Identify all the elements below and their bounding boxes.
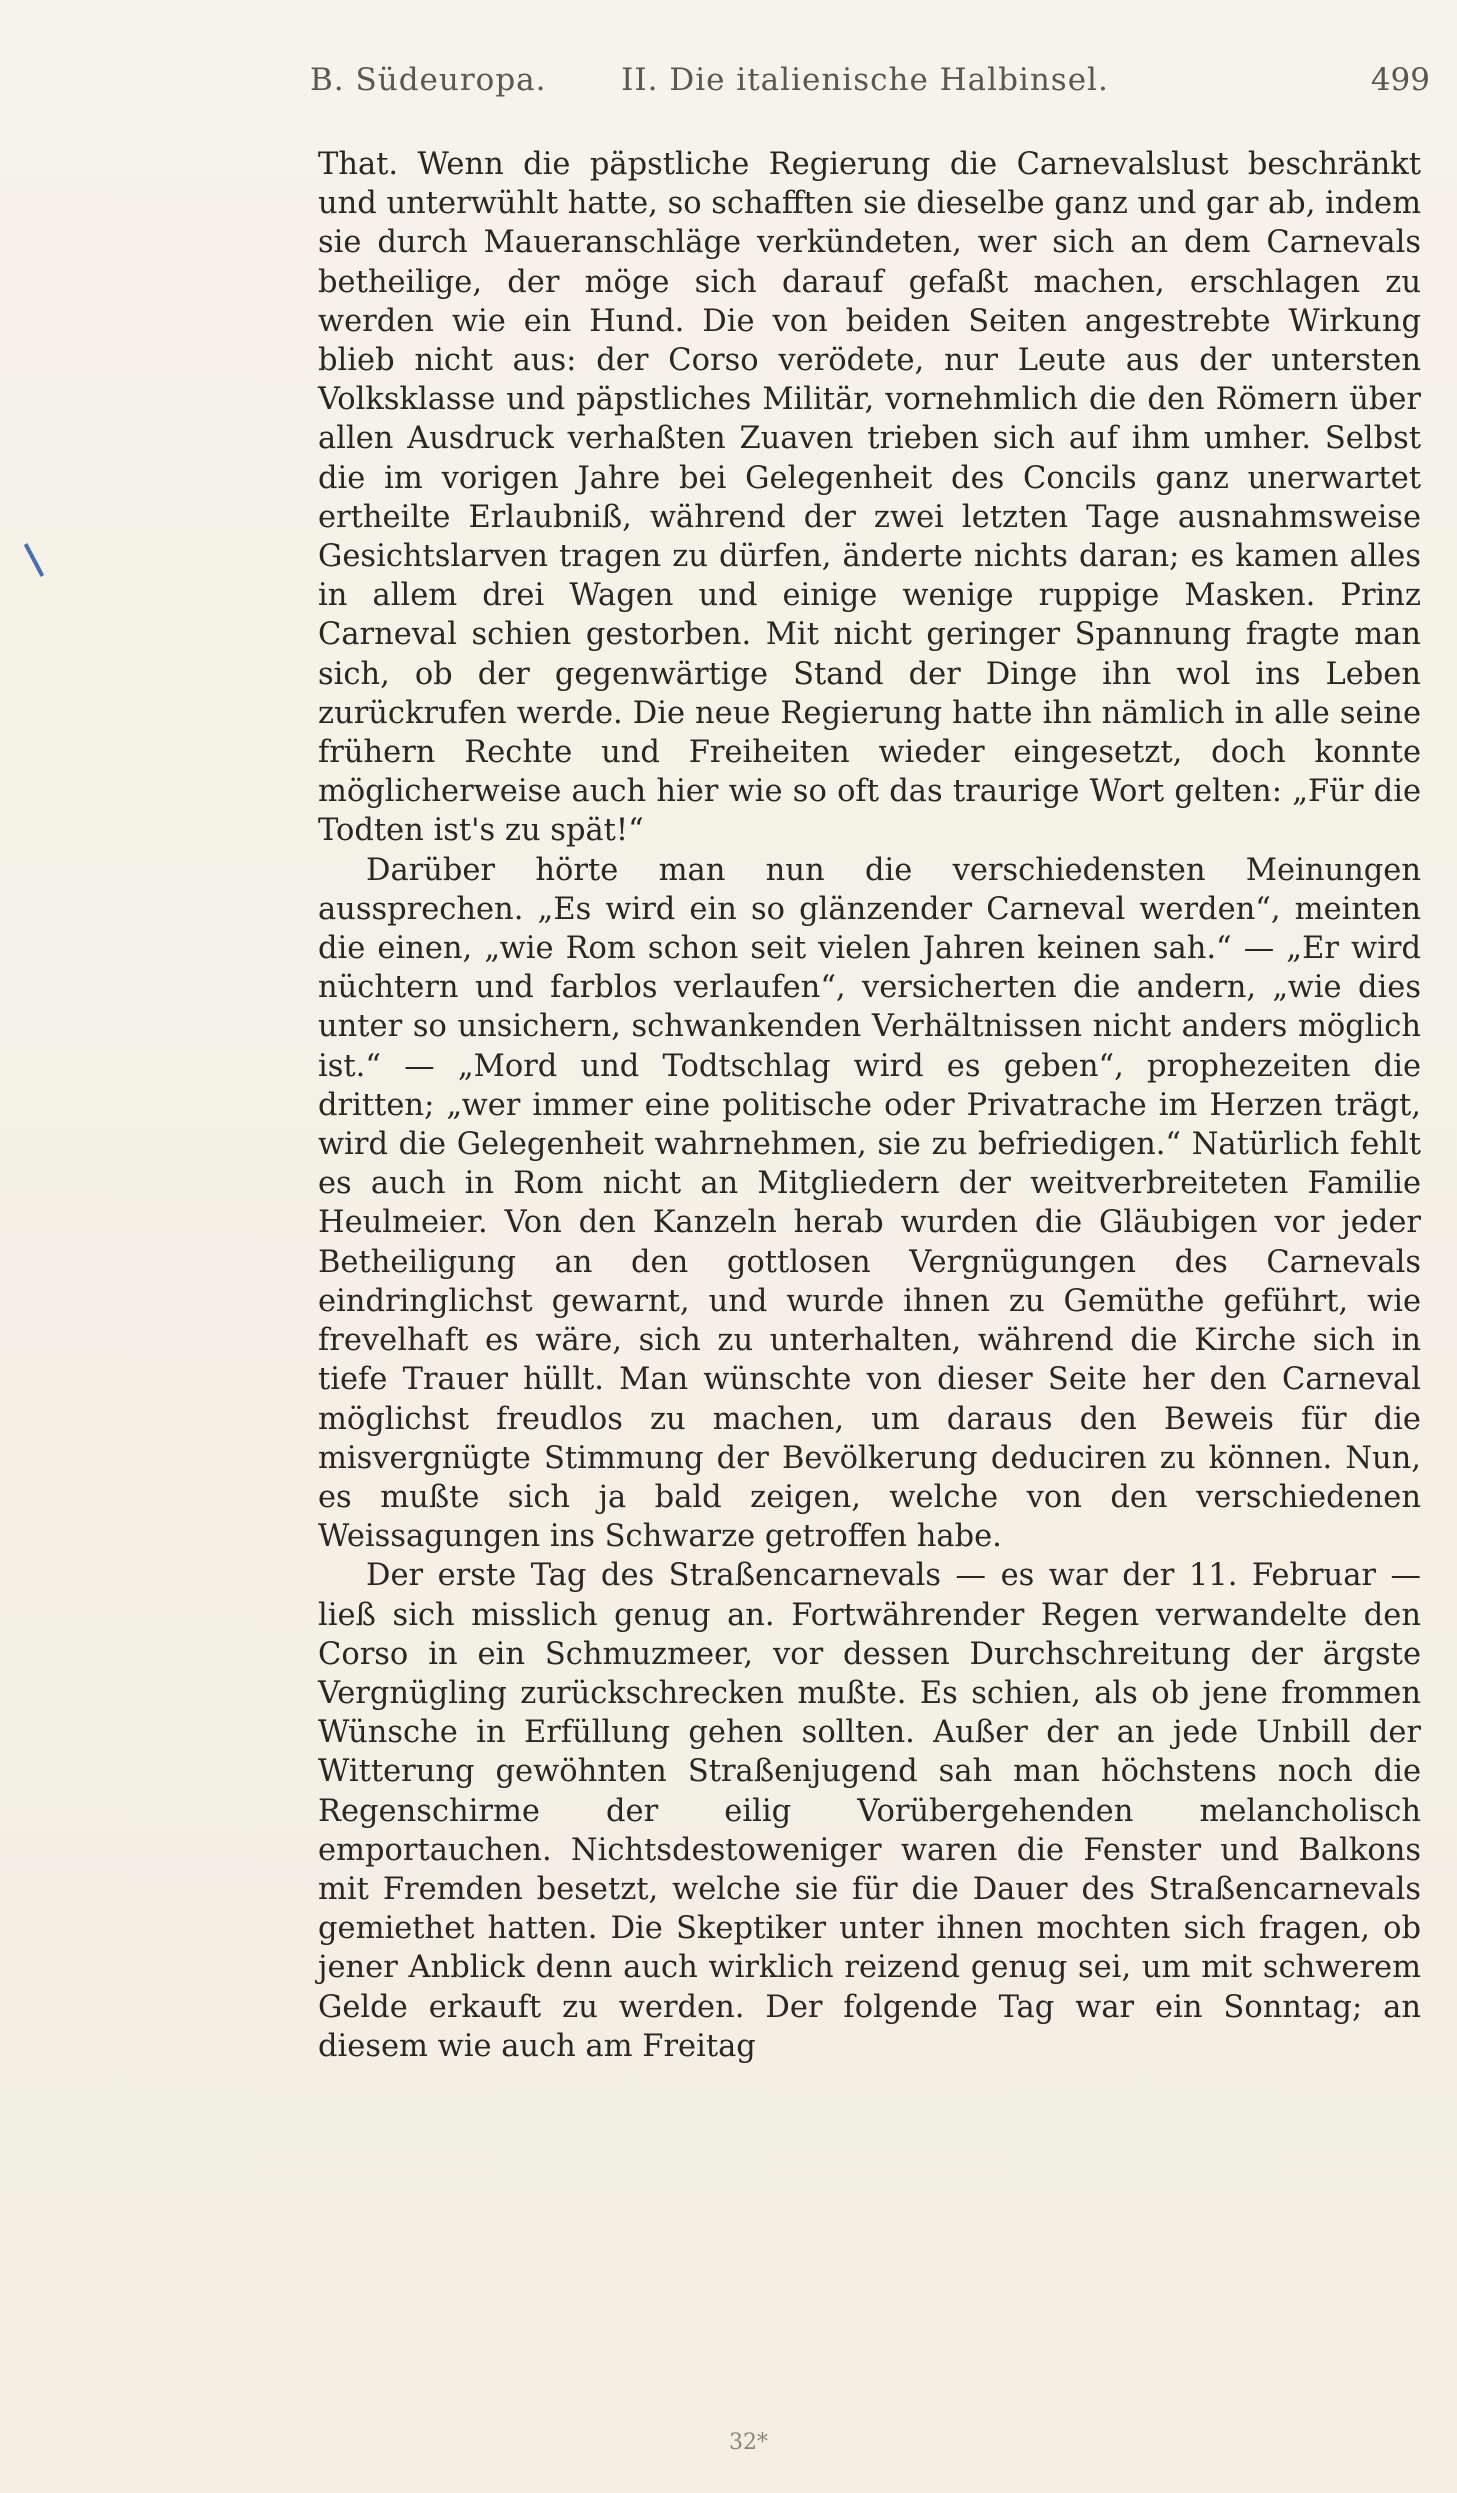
body-text [318,145,1421,2066]
paragraph-2: Darüber hörte man nun die verschiedensten Meinungen aussprechen. „Es wird ein so glänzender Carneval werden“, meinten die einen, „wie Rom schon seit vielen Jahren keinen sah.“ — „Er wird nüchtern und farblos verlaufen“, versicherten die andern, „wie dies unter so unsichern, schwankenden Verhältnissen nicht anders möglich ist.“ — „Mord und Todtschlag wird es geben“, prophezeiten die dritten; „wer immer eine politische oder Privatrache im Herzen trägt, wird die Gelegenheit wahrnehmen, sie zu befriedigen.“ Natürlich fehlt es auch in Rom nicht an Mitgliedern der weitverbreiteten Familie Heulmeier. Von den Kanzeln herab wurden die Gläubigen vor jeder Betheiligung an den gottlosen Vergnügungen des Carnevals eindringlichst gewarnt, und wurde ihnen zu Gemüthe geführt, wie frevelhaft es wäre, sich zu unterhalten, während die Kirche sich in tiefe Trauer hüllt. Man wünschte von dieser Seite her den Carneval möglichst freudlos zu machen, um daraus den Beweis für die misvergnügte Stimmung der Bevölkerung deduciren zu können. Nun, es mußte sich ja bald zeigen, welche von den verschiedenen Weissagungen ins Schwarze getroffen habe. [318,852,1421,1555]
header-section: B. Südeuropa. [310,62,547,98]
header-chapter-title: II. Die italienische Halbinsel. [621,62,1109,98]
running-header [300,62,1430,106]
paragraph-3: Der erste Tag des Straßencarnevals — es war der 11. Februar — ließ sich misslich genug an. Fortwährender Regen verwandelte den Corso in ein Schmuzmeer, vor dessen Durchschreitung der ärgste Vergnügling zurückschrecken mußte. Es schien, als ob jene frommen Wünsche in Erfüllung gehen sollten. Außer der an jede Unbill der Witterung gewöhnten Straßenjugend sah man höchstens noch die Regenschirme der eilig Vorübergehenden melancholisch emportauchen. Nichtsdestoweniger waren die Fenster und Balkons mit Fremden besetzt, welche sie für die Dauer des Straßencarnevals gemiethet hatten. Die Skeptiker unter ihnen mochten sich fragen, ob jener Anblick denn auch wirklich reizend genug sei, um mit schwerem Gelde erkauft zu werden. Der folgende Tag war ein Sonntag; an diesem wie auch am Freitag [318,1558,1421,2064]
signature-mark: 32* [729,2430,768,2455]
margin-pencil-mark [24,543,44,577]
page-number: 499 [1370,62,1430,98]
paragraph-1: That. Wenn die päpstliche Regierung die Carnevalslust beschränkt und unterwühlt hatte, so schafften sie dieselbe ganz und gar ab, indem sie durch Maueranschläge verkündeten, wer sich an dem Carnevals betheilige, der möge sich darauf gefaßt machen, erschlagen zu werden wie ein Hund. Die von beiden Seiten angestrebte Wirkung blieb nicht aus: der Corso verödete, nur Leute aus der untersten Volksklasse und päpstliches Militär, vornehmlich die den Römern über allen Ausdruck verhaßten Zuaven trieben sich auf ihm umher. Selbst die im vorigen Jahre bei Gelegenheit des Concils ganz unerwartet ertheilte Erlaubniß, während der zwei letzten Tage ausnahmsweise Gesichtslarven tragen zu dürfen, änderte nichts daran; es kamen alles in allem drei Wagen und einige wenige ruppige Masken. Prinz Carneval schien gestorben. Mit nicht geringer Spannung fragte man sich, ob der gegenwärtige Stand der Dinge ihn wol ins Leben zurückrufen werde. Die neue Regierung hatte ihn nämlich in alle seine frühern Rechte und Freiheiten wieder eingesetzt, doch konnte möglicherweise auch hier wie so oft das traurige Wort gelten: „Für die Todten ist's zu spät!“ [318,147,1421,849]
